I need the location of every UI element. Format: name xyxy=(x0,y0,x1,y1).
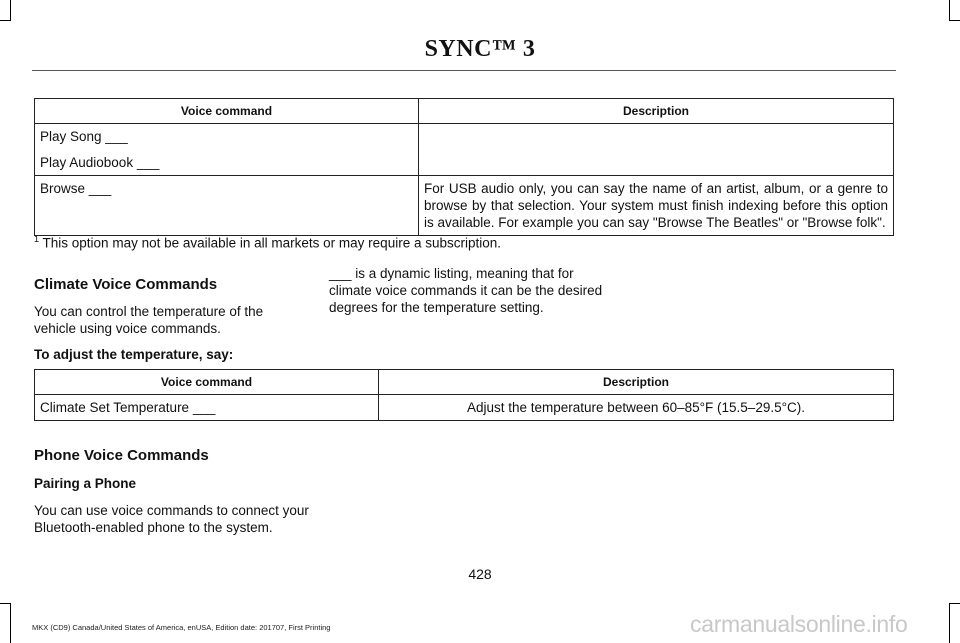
voice-command-cell: Climate Set Temperature ___ xyxy=(35,395,379,421)
crop-mark xyxy=(10,0,11,20)
climate-intro: You can control the temperature of the vehicle using voice commands. xyxy=(34,304,264,336)
page-title: SYNC™ 3 xyxy=(424,36,536,62)
pairing-text: You can use voice commands to connect your Bluetooth-enabled phone to the system. xyxy=(34,503,309,535)
footnote-marker: 1 xyxy=(34,234,40,244)
crop-mark xyxy=(949,603,950,643)
table-row xyxy=(35,395,894,421)
adjust-temperature-heading: To adjust the temperature, say: xyxy=(34,347,234,362)
media-voice-commands-table xyxy=(34,98,894,236)
table-row xyxy=(35,124,894,176)
climate-dynamic-note: ___ is a dynamic listing, meaning that for climate voice commands it can be the desired degrees for the temperature setting. xyxy=(329,266,603,315)
page-number: 428 xyxy=(468,566,492,582)
crop-mark xyxy=(949,20,960,21)
edition-footer: MKX (CD9) Canada/United States of America, enUSA, Edition date: 201707, First Printing xyxy=(32,623,331,632)
crop-mark xyxy=(949,603,960,604)
phone-heading: Phone Voice Commands xyxy=(34,447,209,464)
voice-command: Play Audiobook ___ xyxy=(40,155,160,170)
description-cell xyxy=(419,124,894,176)
column-header-description: Description xyxy=(419,99,894,124)
voice-command-cell xyxy=(35,176,419,236)
table-header-row xyxy=(35,99,894,124)
crop-mark xyxy=(10,603,11,643)
voice-command: Play Song ___ xyxy=(40,129,128,144)
column-header-voice-command: Voice command xyxy=(35,370,379,395)
header-divider xyxy=(32,70,896,71)
description-cell: Adjust the temperature between 60–85°F (15.5–29.5°C). xyxy=(379,395,894,421)
watermark: carmanualsonline.info xyxy=(690,611,908,637)
table-row xyxy=(35,176,894,236)
crop-mark xyxy=(0,603,11,604)
crop-mark xyxy=(0,20,11,21)
voice-command: Browse ___ xyxy=(40,181,112,196)
column-header-description: Description xyxy=(379,370,894,395)
voice-command-cell xyxy=(35,124,419,176)
column-header-voice-command: Voice command xyxy=(35,99,419,124)
climate-voice-commands-table xyxy=(34,369,894,421)
climate-heading: Climate Voice Commands xyxy=(34,276,218,293)
pairing-subheading: Pairing a Phone xyxy=(34,476,137,491)
footnote xyxy=(34,234,501,251)
description-cell: For USB audio only, you can say the name of an artist, album, or a genre to browse by that selection. Your system must finish indexing before this option is available. For example you can say "Browse The Beatles" or "Browse folk". xyxy=(419,176,894,236)
table-header-row xyxy=(35,370,894,395)
footnote-text: This option may not be available in all markets or may require a subscription. xyxy=(42,235,501,251)
crop-mark xyxy=(949,0,950,20)
